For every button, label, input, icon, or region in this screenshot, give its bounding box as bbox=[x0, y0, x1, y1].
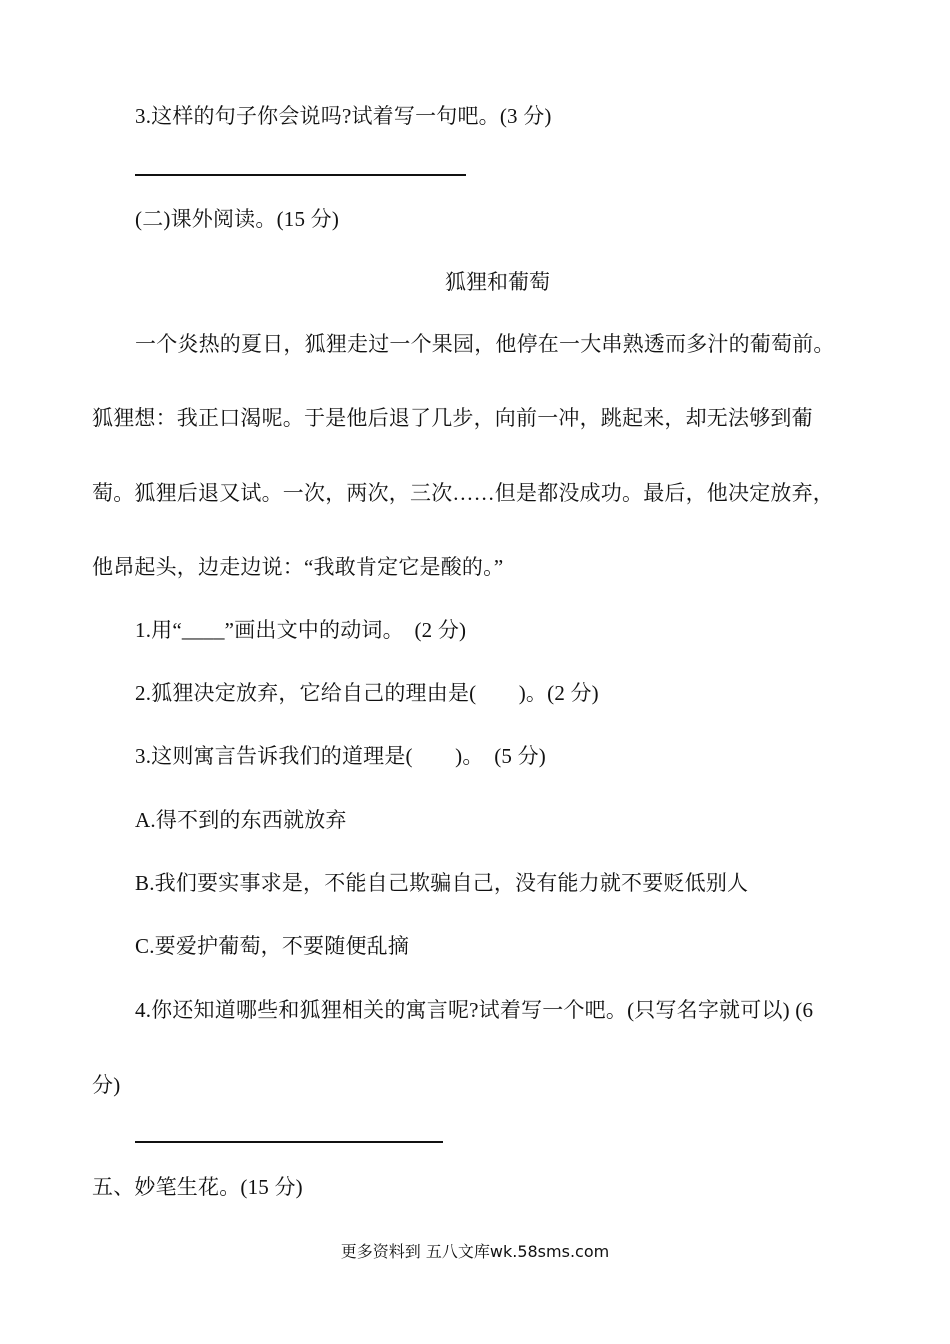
option-b: B.我们要实事求是，不能自己欺骗自己，没有能力就不要贬低别人 bbox=[135, 871, 749, 895]
story-line-1: 一个炎热的夏日，狐狸走过一个果园，他停在一大串熟透而多汁的葡萄前。 bbox=[135, 332, 835, 356]
question-4-line-2: 分) bbox=[92, 1073, 121, 1097]
footer-source-text: 更多资料到 五八文库wk.58sms.com bbox=[340, 1242, 610, 1261]
story-title: 狐狸和葡萄 bbox=[445, 270, 550, 294]
question-2: 2.狐狸决定放弃，它给自己的理由是( )。(2 分) bbox=[135, 681, 599, 705]
story-line-2: 狐狸想：我正口渴呢。于是他后退了几步，向前一冲，跳起来，却无法够到葡 bbox=[92, 406, 813, 430]
question-4-line-1: 4.你还知道哪些和狐狸相关的寓言呢?试着写一个吧。(只写名字就可以) (6 bbox=[135, 998, 814, 1022]
question-3-writing-prompt: 3.这样的句子你会说吗?试着写一句吧。(3 分) bbox=[135, 104, 552, 128]
story-line-3: 萄。狐狸后退又试。一次，两次，三次……但是都没成功。最后，他决定放弃， bbox=[92, 481, 834, 505]
question-3: 3.这则寓言告诉我们的道理是( )。 (5 分) bbox=[135, 744, 546, 768]
story-line-4: 他昂起头，边走边说：“我敢肯定它是酸的。” bbox=[92, 555, 504, 579]
option-a: A.得不到的东西就放弃 bbox=[135, 808, 347, 832]
section-5-heading: 五、妙笔生花。(15 分) bbox=[92, 1175, 303, 1199]
answer-line-q4 bbox=[135, 1141, 443, 1143]
answer-line-q3 bbox=[135, 174, 466, 176]
question-1: 1.用“____”画出文中的动词。 (2 分) bbox=[135, 618, 467, 642]
option-c: C.要爱护葡萄，不要随便乱摘 bbox=[135, 934, 410, 958]
extracurricular-reading-heading: (二)课外阅读。(15 分) bbox=[135, 207, 340, 231]
